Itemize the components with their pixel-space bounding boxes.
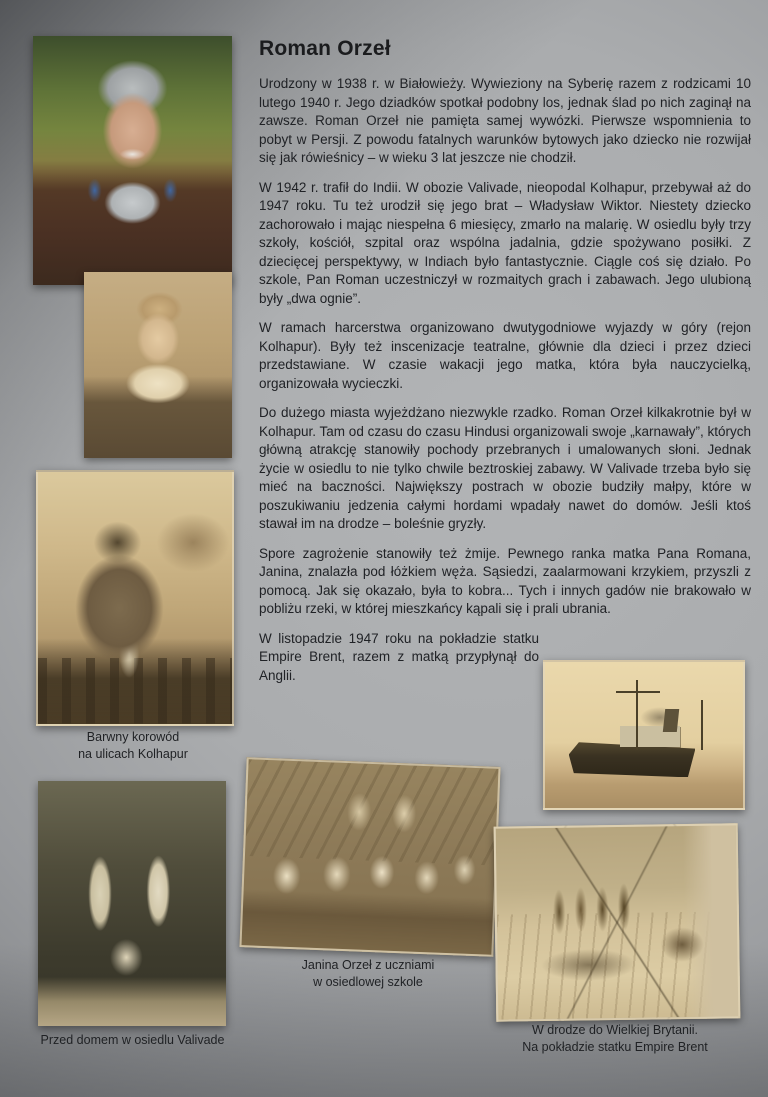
paragraph-snakes: Spore zagrożenie stanowiły też żmije. Pewnego ranka matka Pana Romana, Janina, znalazła pod łóżkiem węża. Sąsiedzi, zaalarmowani krzykiem, przyszli z pomocą. Jak się okazało, była to kobra... Tych i innych gadów nie brakowało w pobliżu rzeki, w której mieszkańcy kąpali się i prali ubrania. bbox=[259, 545, 751, 616]
page-title: Roman Orzeł bbox=[259, 37, 391, 60]
elephant-parade-photo bbox=[36, 470, 234, 726]
caption-parade bbox=[36, 729, 230, 762]
portrait-photo-roman-orzel bbox=[33, 36, 232, 285]
article-text-column bbox=[259, 36, 751, 696]
caption-line: w osiedlowej szkole bbox=[313, 974, 423, 989]
ship-funnel-silhouette bbox=[663, 709, 679, 732]
house-valivade-photo bbox=[38, 781, 226, 1026]
paragraph-birth-deportation: Urodzony w 1938 r. w Białowieży. Wywieziony na Syberię razem z rodzicami 10 lutego 1940 r. Jego dziadków spotkał podobny los, jednak ślad po nich zaginął na zawsze. Roman Orzeł nie pamięta samej wywózki. Pierwsze wspomnienia to pobyt w Persji. Z powodu fatalnych warunków bytowych jako dziecko nie rozwijał się jak rówieśnicy – w wieku 3 lat jeszcze nie chodził. bbox=[259, 76, 751, 165]
caption-deck bbox=[485, 1022, 745, 1055]
caption-house bbox=[10, 1032, 255, 1049]
boy-photo-roman-as-child bbox=[84, 272, 232, 458]
ship-mast-silhouette bbox=[701, 700, 703, 750]
caption-line: na ulicach Kolhapur bbox=[78, 746, 188, 761]
caption-line: Przed domem w osiedlu Valivade bbox=[40, 1033, 225, 1047]
caption-line: Na pokładzie statku Empire Brent bbox=[522, 1039, 708, 1054]
caption-line: Barwny korowód bbox=[86, 730, 180, 744]
caption-line: W drodze do Wielkiej Brytanii. bbox=[531, 1023, 699, 1037]
ship-hull-silhouette bbox=[569, 742, 696, 777]
paragraph-kolhapur-carnivals: Do dużego miasta wyjeżdżano niezwykle rzadko. Roman Orzeł kilkakrotnie był w Kolhapur. Tam od czasu do czasu Hindusi organizowali swoje „karnawały”, których główną atrakcję stanowiły pochody przebranych i umalowanych słoni. Jednak życie w osiedlu to nie tylko chwile beztroskiej zabawy. W Valivade trzeba było się mieć na baczności. Największy postrach w obozie budziły małpy, które w poszukiwaniu jedzenia całymi hordami wpadały nawet do domów. Jeśli ktoś stawał im na drodze – boleśnie gryzły. bbox=[259, 405, 751, 531]
caption-school bbox=[243, 957, 493, 990]
school-class-photo bbox=[239, 757, 500, 957]
paragraph-scouting-trips: W ramach harcerstwa organizowano dwutygodniowe wyjazdy w góry (rejon Kolhapur). Były też inscenizacje teatralne, głównie dla dzieci i przez dzieci przedstawiane. W czasie wakacji jego matka, która była nauczycielką, organizowała wycieczki. bbox=[259, 320, 751, 391]
caption-line: Janina Orzeł z uczniami bbox=[301, 958, 435, 972]
ship-deck-photo bbox=[494, 823, 741, 1021]
paragraph-voyage-england: W listopadzie 1947 roku na pokładzie statku Empire Brent, razem z matką przypłynął do Anglii. bbox=[259, 630, 539, 683]
paragraph-india-valivade: W 1942 r. trafił do Indii. W obozie Valivade, nieopodal Kolhapur, przebywał aż do 1947 roku. Tu też urodził się jego brat – Władysław Wiktor. Niestety dziecko zachorowało i mając niespełna 6 miesięcy, zmarło na malarię. W osiedlu były trzy szkoły, kościół, szpital oraz wspólna jadalnia, gdzie spożywano posiłki. Z dziecięcej perspektywy, w Indiach było fantastycznie. Ciągle coś się działo. Po szkole, Pan Roman uczestniczył w rozmaitych grach i zabawach. Jego ulubioną były „dwa ognie”. bbox=[259, 179, 751, 306]
